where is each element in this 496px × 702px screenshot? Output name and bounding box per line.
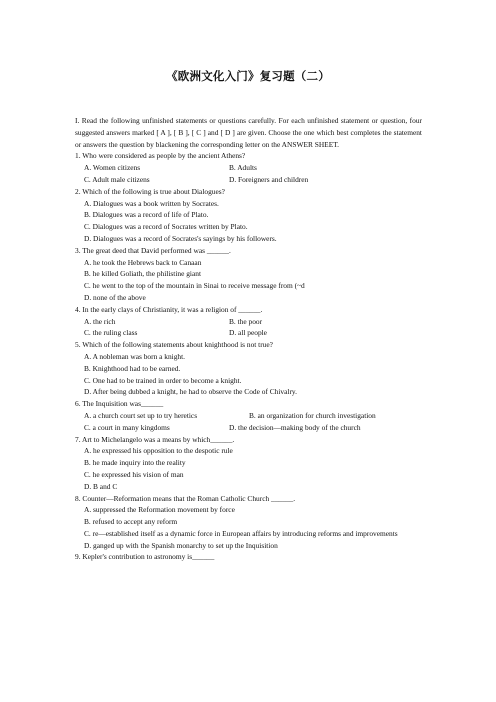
option-a: A. Dialogues was a book written by Socrates. (84, 198, 219, 208)
question-7: 7. Art to Michelangelo was a means by which______. (75, 434, 235, 444)
option-row (84, 162, 422, 174)
option-b: B. refused to accept any reform (84, 517, 178, 527)
option-row (84, 327, 422, 339)
option-b: B. Adults (229, 163, 257, 173)
option-row (84, 174, 422, 186)
question-3: 3. The great deed that David performed was ______. (75, 245, 231, 255)
option-a: A. Women citizens (84, 163, 141, 173)
instructions: I. Read the following unfinished statements or questions carefully. For each unfinished statement or question, four suggested answers marked [ A ], [ B ], [ C ] and [ D ] are given. Choose the one which best completes the statement or answers the question by blackening the corresponding letter on the ANSWER SHEET. (75, 116, 422, 149)
question-8: 8. Counter—Reformation means that the Roman Catholic Church ______. (75, 493, 296, 503)
option-c: C. One had to be trained in order to become a knight. (84, 375, 242, 385)
option-c: C. Dialogues was a record of Socrates written by Plato. (84, 222, 248, 232)
question-4: 4. In the early clays of Christianity, it was a religion of ______. (75, 304, 263, 314)
option-b: B. he killed Goliath, the philistine giant (84, 269, 202, 279)
option-c: C. he went to the top of the mountain in Sinai to receive message from (~d (84, 281, 305, 291)
option-row (84, 410, 422, 422)
option-a: A. A nobleman was born a knight. (84, 351, 185, 361)
option-d: D. ganged up with the Spanish monarchy to set up the Inquisition (84, 540, 278, 550)
question-9: 9. Kepler's contribution to astronomy is______ (75, 552, 215, 562)
option-c: C. he expressed his vision of man (84, 469, 184, 479)
option-d: D. none of the above (84, 292, 146, 302)
question-6: 6. The Inquisition was______ (75, 399, 164, 409)
option-a: A. the rich (84, 316, 116, 326)
option-c: C. Adult male citizens (84, 174, 150, 184)
question-1: 1. Who were considered as people by the ancient Athens? (75, 151, 246, 161)
option-a: A. suppressed the Reformation movement by force (84, 505, 235, 515)
option-row (84, 422, 422, 434)
option-b: B. he made inquiry into the reality (84, 458, 186, 468)
option-b: B. Knighthood had to be earned. (84, 363, 181, 373)
option-c: C. re—established itself as a dynamic force in European affairs by introducing reforms and improvements (84, 528, 398, 538)
option-d: D. all people (229, 328, 267, 338)
option-b: B. Dialogues was a record of life of Plato. (84, 210, 209, 220)
option-c: C. the ruling class (84, 328, 138, 338)
page-title: 《欧洲文化入门》复习题（二） (166, 69, 330, 83)
option-d: D. B and C (84, 481, 118, 491)
option-d: D. Foreigners and children (229, 174, 309, 184)
option-a: A. he took the Hebrews back to Canaan (84, 257, 202, 267)
option-d: D. Dialogues was a record of Socrates's sayings by his followers. (84, 233, 277, 243)
question-5: 5. Which of the following statements about knighthood is not true? (75, 340, 273, 350)
exam-content (75, 115, 422, 563)
option-c: C. a court in many kingdoms (84, 422, 170, 432)
option-b: B. an organization for church investigation (249, 410, 376, 420)
option-row (84, 316, 422, 328)
option-d: D. the decision—making body of the church (229, 422, 361, 432)
question-2: 2. Which of the following is true about Dialogues? (75, 186, 225, 196)
option-a: A. he expressed his opposition to the despotic rule (84, 446, 233, 456)
option-d: D. After being dubbed a knight, he had to observe the Code of Chivalry. (84, 387, 297, 397)
option-b: B. the poor (229, 316, 263, 326)
option-a: A. a church court set up to try heretics (84, 410, 198, 420)
